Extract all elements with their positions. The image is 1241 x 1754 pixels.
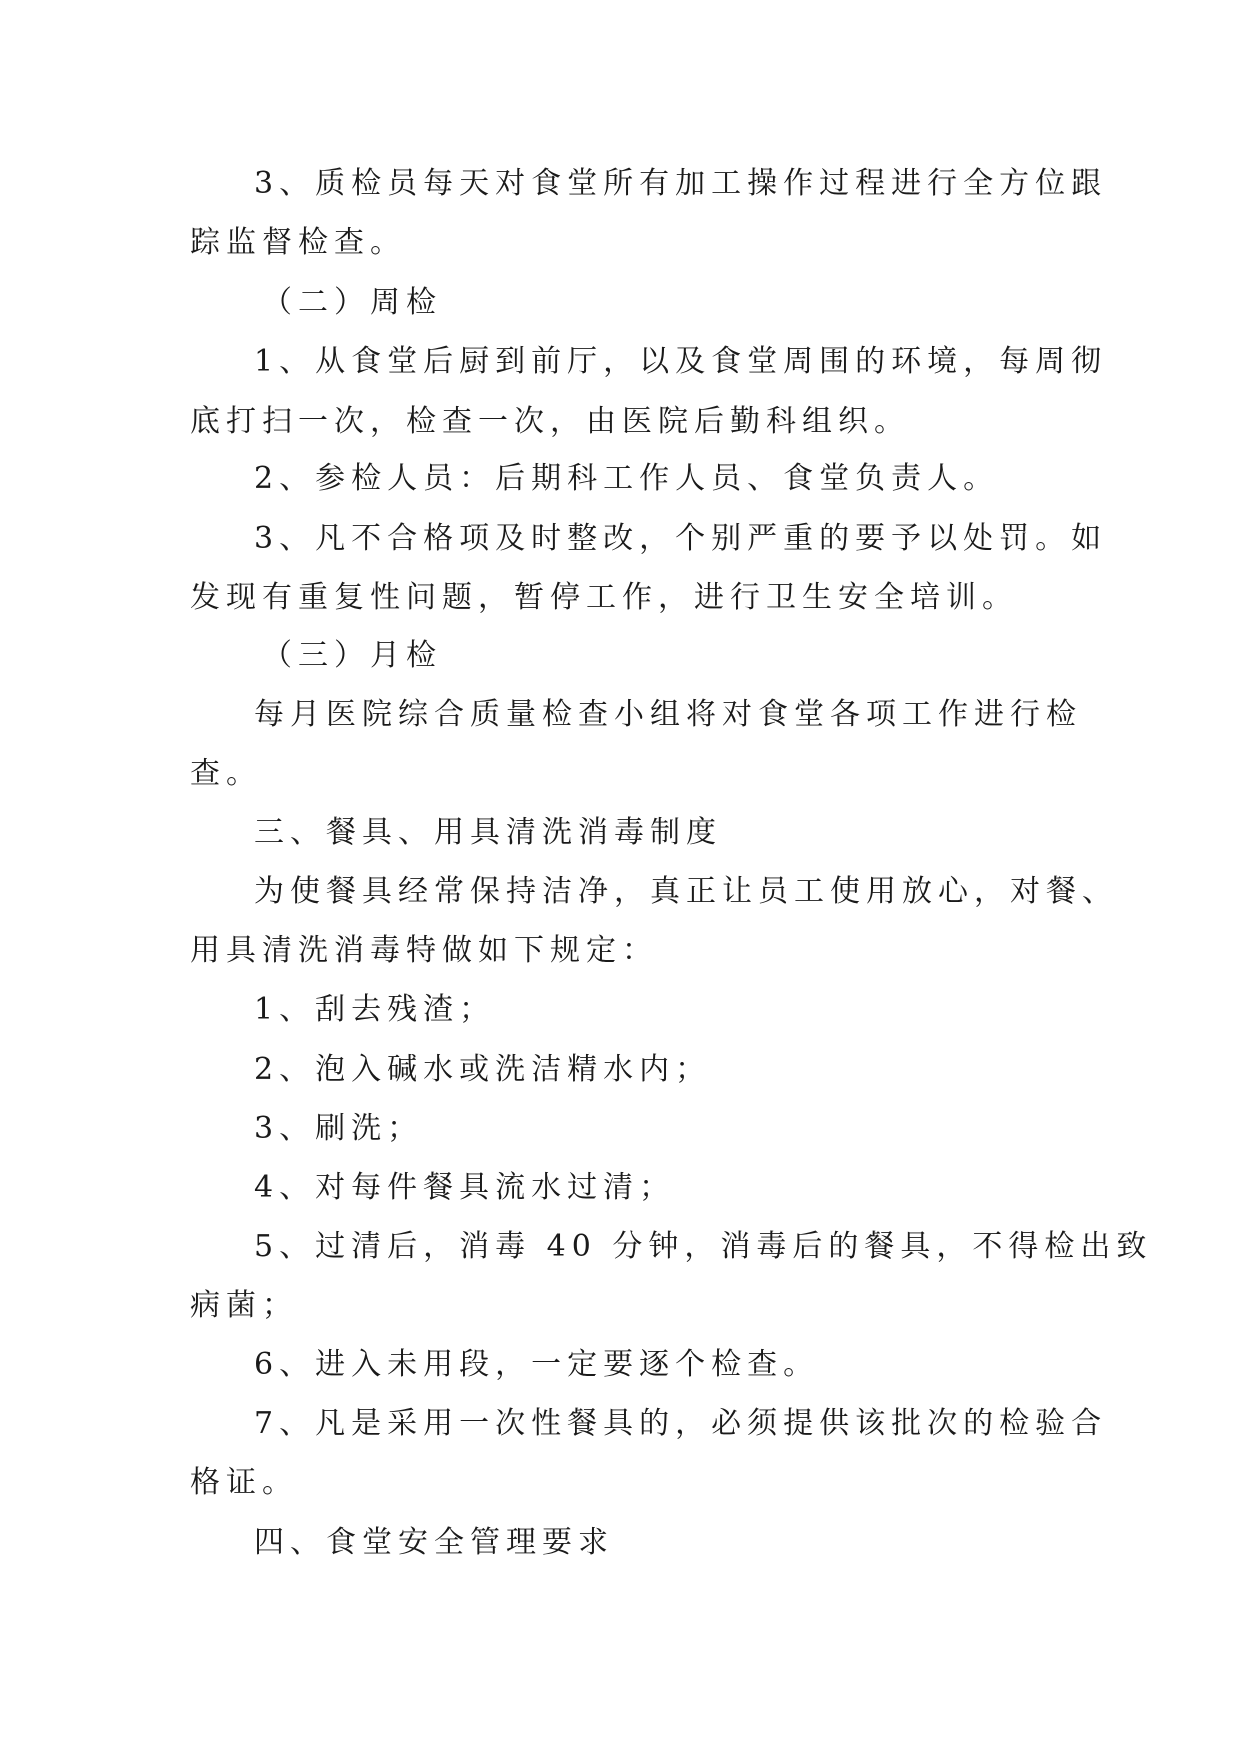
paragraph-line: 踪监督检查。 (190, 225, 406, 260)
paragraph-line: 1、从食堂后厨到前厅，以及食堂周围的环境，每周彻 (254, 344, 1108, 379)
paragraph-line: 2、参检人员：后期科工作人员、食堂负责人。 (254, 461, 1000, 496)
paragraph-line: 用具清洗消毒特做如下规定： (190, 933, 658, 968)
paragraph-line: 为使餐具经常保持洁净，真正让员工使用放心，对餐、 (254, 874, 1118, 909)
paragraph-line: 病菌； (190, 1288, 298, 1323)
list-item: 4、对每件餐具流水过清； (254, 1170, 676, 1205)
list-item: 3、刷洗； (254, 1111, 424, 1146)
list-item: 6、进入未用段，一定要逐个检查。 (254, 1347, 820, 1382)
section-heading: （三）月检 (262, 638, 442, 673)
section-heading: 四、食堂安全管理要求 (254, 1525, 614, 1560)
section-heading: 三、餐具、用具清洗消毒制度 (254, 815, 722, 850)
paragraph-line: 3、质检员每天对食堂所有加工操作过程进行全方位跟 (254, 166, 1108, 201)
paragraph-line: 底打扫一次，检查一次，由医院后勤科组织。 (190, 404, 910, 439)
paragraph-line: 3、凡不合格项及时整改，个别严重的要予以处罚。如 (254, 521, 1108, 556)
paragraph-line: 每月医院综合质量检查小组将对食堂各项工作进行检 (254, 697, 1082, 732)
section-heading: （二）周检 (262, 285, 442, 320)
list-item: 7、凡是采用一次性餐具的，必须提供该批次的检验合 (254, 1406, 1108, 1441)
paragraph-line: 发现有重复性问题，暂停工作，进行卫生安全培训。 (190, 580, 1018, 615)
paragraph-line: 格证。 (190, 1465, 298, 1500)
list-item: 5、过清后，消毒 40 分钟，消毒后的餐具，不得检出致 (254, 1229, 1153, 1264)
paragraph-line: 查。 (190, 756, 262, 791)
list-item: 2、泡入碱水或洗洁精水内； (254, 1052, 712, 1087)
list-item: 1、刮去残渣； (254, 992, 496, 1027)
